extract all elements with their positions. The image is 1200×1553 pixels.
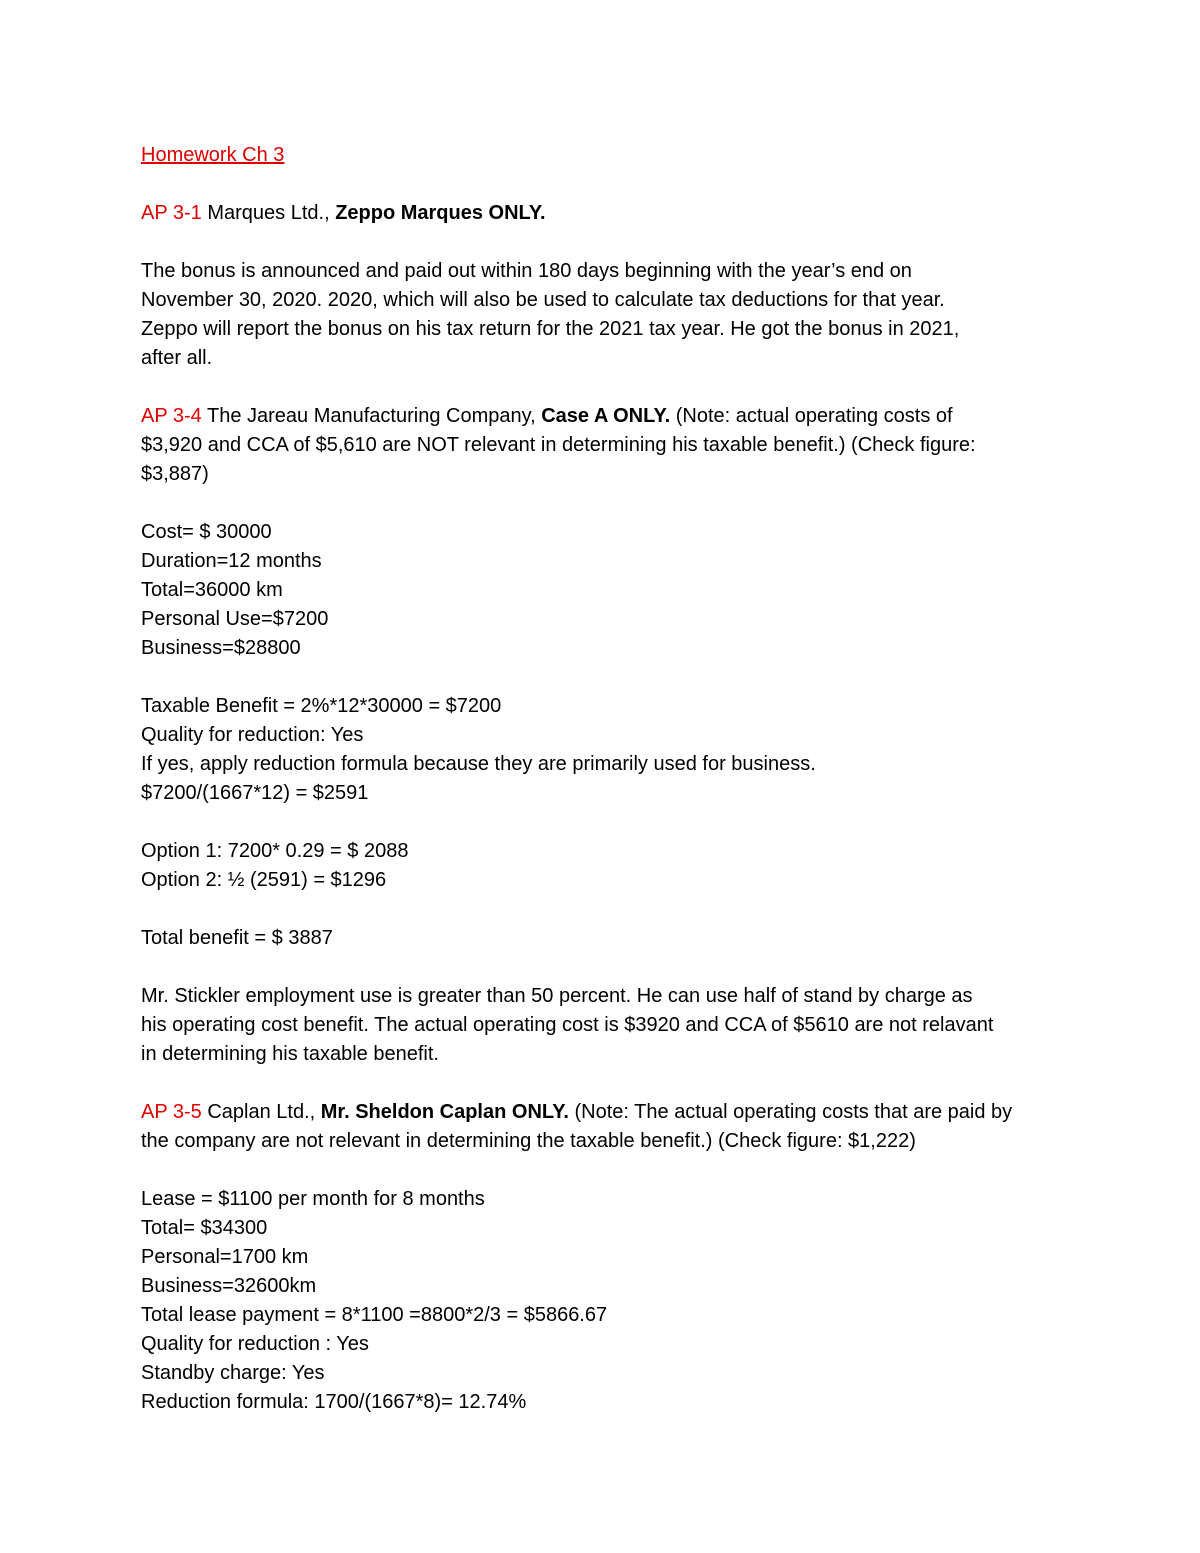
ap34-fact: Duration=12 months xyxy=(141,550,322,572)
ap35-fact: Lease = $1100 per month for 8 months xyxy=(141,1188,485,1210)
ap31-label: AP 3-1 xyxy=(141,202,202,224)
ap35-fact: Total= $34300 xyxy=(141,1217,268,1239)
ap35-heading xyxy=(141,1098,1081,1127)
ap35-fact: Personal=1700 km xyxy=(141,1246,309,1268)
ap31-paragraph-line: The bonus is announced and paid out within 180 days beginning with the year’s end on xyxy=(141,260,912,282)
ap34-fact: Cost= $ 30000 xyxy=(141,521,272,543)
ap34-note: (Note: actual operating costs of xyxy=(670,405,953,427)
ap34-fact: Business=$28800 xyxy=(141,637,301,659)
ap31-paragraph-line: November 30, 2020. 2020, which will also be used to calculate tax deductions for that year. xyxy=(141,289,945,311)
ap35-fact: Quality for reduction : Yes xyxy=(141,1333,369,1355)
ap35-fact: Standby charge: Yes xyxy=(141,1362,325,1384)
ap34-calc: Taxable Benefit = 2%*12*30000 = $7200 xyxy=(141,695,502,717)
ap31-paragraph-line: Zeppo will report the bonus on his tax return for the 2021 tax year. He got the bonus in 2021, xyxy=(141,318,960,340)
ap34-conclusion: in determining his taxable benefit. xyxy=(141,1043,439,1065)
ap34-option: Option 2: ½ (2591) = $1296 xyxy=(141,869,387,891)
ap34-calc: If yes, apply reduction formula because they are primarily used for business. xyxy=(141,753,816,775)
ap35-company: Caplan Ltd., xyxy=(201,1101,321,1123)
document-body xyxy=(141,141,1081,1417)
ap31-company: Marques Ltd., xyxy=(201,202,336,224)
page-title: Homework Ch 3 xyxy=(141,144,285,166)
ap31-paragraph-line: after all. xyxy=(141,347,213,369)
ap34-note-line: $3,920 and CCA of $5,610 are NOT relevant in determining his taxable benefit.) (Check figure: xyxy=(141,434,976,456)
ap31-heading xyxy=(141,199,1081,228)
ap34-total: Total benefit = $ 3887 xyxy=(141,927,333,949)
ap34-conclusion: his operating cost benefit. The actual operating cost is $3920 and CCA of $5610 are not relavant xyxy=(141,1014,994,1036)
ap35-note-line: the company are not relevant in determining the taxable benefit.) (Check figure: $1,222) xyxy=(141,1130,916,1152)
ap35-scope: Mr. Sheldon Caplan ONLY. xyxy=(320,1101,569,1123)
ap34-note-line: $3,887) xyxy=(141,463,209,485)
ap34-calc: $7200/(1667*12) = $2591 xyxy=(141,782,369,804)
ap34-fact: Total=36000 km xyxy=(141,579,283,601)
ap31-scope: Zeppo Marques ONLY. xyxy=(335,202,546,224)
ap35-note: (Note: The actual operating costs that are paid by xyxy=(568,1101,1013,1123)
ap34-calc: Quality for reduction: Yes xyxy=(141,724,364,746)
ap34-company: The Jareau Manufacturing Company, xyxy=(201,405,542,427)
ap34-label: AP 3-4 xyxy=(141,405,202,427)
ap34-option: Option 1: 7200* 0.29 = $ 2088 xyxy=(141,840,409,862)
ap34-heading xyxy=(141,402,1081,431)
ap35-label: AP 3-5 xyxy=(141,1101,202,1123)
ap34-fact: Personal Use=$7200 xyxy=(141,608,329,630)
ap35-fact: Business=32600km xyxy=(141,1275,317,1297)
ap34-conclusion: Mr. Stickler employment use is greater than 50 percent. He can use half of stand by charge as xyxy=(141,985,973,1007)
ap35-fact: Total lease payment = 8*1100 =8800*2/3 = $5866.67 xyxy=(141,1304,608,1326)
ap34-scope: Case A ONLY. xyxy=(541,405,671,427)
ap35-fact: Reduction formula: 1700/(1667*8)= 12.74% xyxy=(141,1391,527,1413)
